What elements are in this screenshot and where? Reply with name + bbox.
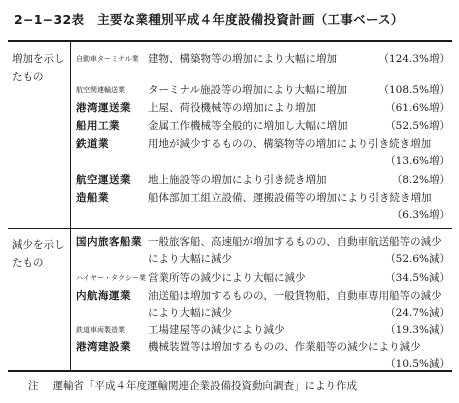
row-percentage: （24.7%減）: [385, 307, 450, 319]
group-label-decrease: 減少を示したもの: [12, 239, 65, 269]
row-description: 油送船は増加するものの、一般貨物船、自動車専用船等の減少により大幅に減少: [148, 290, 442, 319]
industry-label: ハイヤー・タクシー業: [76, 274, 146, 282]
industry-label: 鉄道業: [76, 138, 109, 150]
row-description: 工場建屋等の減少により減少: [148, 324, 285, 336]
row-description: ターミナル施設等の増加により大幅に増加: [148, 84, 347, 96]
row-description: 一般旅客船、高速船が増加するものの、自動車航送船等の減少により大幅に減少: [148, 236, 442, 265]
row-description: 用地が減少するものの、構築物等の増加により引き続き増加: [148, 138, 432, 150]
group-label-increase: 増加を示したもの: [12, 53, 65, 83]
row-description: 船体部加工組立設備、運搬設備等の増加により引き続き増加: [148, 192, 432, 204]
row-percentage: （19.3%減）: [385, 324, 450, 336]
row-percentage: （52.5%増）: [385, 120, 450, 132]
industry-label: 造船業: [76, 192, 109, 204]
row-percentage: （124.3%増）: [378, 53, 450, 65]
industry-label: 港湾運送業: [76, 102, 131, 114]
industry-label: 自動車ターミナル業: [76, 55, 139, 63]
industry-label: 鉄道車両製造業: [76, 326, 125, 334]
row-description: 金属工作機械等全般的に増加し大幅に増加: [148, 120, 348, 132]
column-divider: [70, 40, 71, 372]
row-percentage: （108.5%増）: [378, 84, 450, 96]
table-row: [76, 234, 450, 268]
row-percentage: （61.6%増）: [385, 102, 450, 114]
note-text: 運輸省「平成４年度運輸関連企業設備投資動向調査」により作成: [52, 380, 357, 392]
industry-label: 国内旅客船業: [76, 236, 142, 248]
source-note: [28, 378, 448, 393]
row-description: 営業所等の減少により大幅に減少: [148, 272, 306, 284]
industry-label: 航空運送業: [76, 174, 131, 186]
row-percentage: （34.5%減）: [385, 272, 450, 284]
industry-label: 船用工業: [76, 120, 120, 132]
row-description: 地上施設等の増加により引き続き増加: [148, 174, 327, 186]
row-description: 上屋、荷役機械等の増加により増加: [148, 102, 316, 114]
industry-label: 港湾建設業: [76, 341, 131, 353]
row-description: 機械装置等は増加するものの、作業船等の減少により減少: [148, 341, 421, 353]
table-row: [76, 288, 450, 322]
row-description: 建物、構築物等の増加により大幅に増加: [148, 53, 337, 65]
table-row: [76, 136, 450, 170]
group-divider: [8, 228, 452, 229]
note-mark: 注: [28, 380, 39, 392]
industry-label: 航空関連輸送業: [76, 86, 125, 94]
table-row: [76, 190, 450, 224]
row-percentage: （8.2%増）: [391, 174, 450, 186]
row-percentage: （52.6%減）: [385, 253, 450, 265]
table-title: 2−1−32表 主要な業種別平成４年度設備投資計画（工事ベース）: [14, 12, 404, 27]
industry-label: 内航海運業: [76, 290, 131, 302]
table-row: [76, 339, 450, 373]
row-percentage: （10.5%減）: [385, 358, 450, 370]
row-percentage: （6.3%増）: [391, 209, 450, 221]
row-percentage: （13.6%増）: [385, 155, 450, 167]
